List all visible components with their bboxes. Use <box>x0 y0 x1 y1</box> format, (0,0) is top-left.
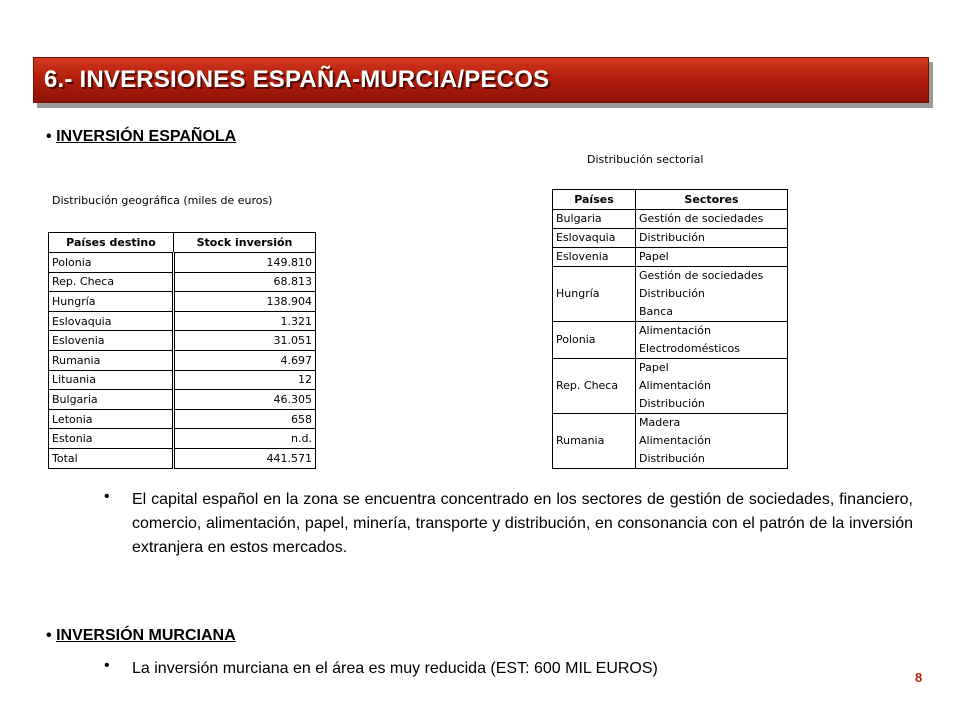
sector-item: Distribución <box>639 287 705 300</box>
table-row <box>553 210 788 229</box>
stock-cell: 68.813 <box>174 272 316 292</box>
table-row <box>49 390 316 410</box>
stock-cell: 1.321 <box>174 311 316 331</box>
sector-item: Distribución <box>639 231 705 244</box>
column-header: Países <box>553 190 636 210</box>
table-row <box>49 370 316 390</box>
page-number: 8 <box>915 670 923 685</box>
bullet: • <box>104 657 110 674</box>
sector-table-body <box>553 210 788 469</box>
paragraph-espanola: El capital español en la zona se encuentra concentrado en los sectores de gestión de sociedades, financiero, comercio, alimentación, papel, minería, transporte y distribución, en consonancia con el patrón de la inversión extranjera en estos mercados. <box>132 491 913 556</box>
stock-cell: 46.305 <box>174 390 316 410</box>
country-cell: Bulgaria <box>49 390 174 410</box>
sectors-cell <box>636 248 788 267</box>
table-header-row <box>49 233 316 253</box>
country-cell: Hungría <box>49 292 174 312</box>
sectors-cell <box>636 414 788 469</box>
column-header: Países destino <box>49 233 174 253</box>
stock-cell: 658 <box>174 409 316 429</box>
country-cell: Rep. Checa <box>49 272 174 292</box>
table-row <box>553 322 788 359</box>
slide-title: 6.- INVERSIONES ESPAÑA-MURCIA/PECOS <box>44 66 550 93</box>
sector-item: Madera <box>639 416 681 429</box>
sector-item: Distribución <box>639 452 705 465</box>
column-header: Stock inversión <box>174 233 316 253</box>
stock-cell: 31.051 <box>174 331 316 351</box>
title-bar <box>33 57 929 103</box>
section-heading-text: INVERSIÓN MURCIANA <box>56 627 236 644</box>
section-heading-murciana <box>46 627 236 645</box>
sectors-cell <box>636 229 788 248</box>
stock-cell: 12 <box>174 370 316 390</box>
stock-cell: n.d. <box>174 429 316 449</box>
table-row <box>553 229 788 248</box>
table-row <box>49 331 316 351</box>
table-row <box>49 350 316 370</box>
country-cell: Letonia <box>49 409 174 429</box>
table-row <box>553 248 788 267</box>
country-cell: Eslovaquia <box>553 229 636 248</box>
bullet: • <box>46 627 52 644</box>
stock-cell: 138.904 <box>174 292 316 312</box>
stock-cell: 441.571 <box>174 448 316 468</box>
country-cell: Polonia <box>553 322 636 359</box>
country-cell: Rumania <box>553 414 636 469</box>
table-row <box>49 448 316 468</box>
stock-cell: 4.697 <box>174 350 316 370</box>
table-row <box>49 311 316 331</box>
country-cell: Eslovenia <box>553 248 636 267</box>
table-row <box>49 272 316 292</box>
sector-item: Electrodomésticos <box>639 342 740 355</box>
sector-item: Papel <box>639 250 669 263</box>
sectors-cell <box>636 359 788 414</box>
table-row <box>49 429 316 449</box>
sector-item: Alimentación <box>639 324 711 337</box>
table-row <box>49 253 316 273</box>
country-cell: Eslovaquia <box>49 311 174 331</box>
sector-distribution-table <box>552 189 788 469</box>
section-heading-text: INVERSIÓN ESPAÑOLA <box>56 128 237 145</box>
sector-table-caption: Distribución sectorial <box>587 153 704 166</box>
sectors-cell <box>636 322 788 359</box>
sector-item: Gestión de sociedades <box>639 269 764 282</box>
country-cell: Hungría <box>553 267 636 322</box>
section-heading-espanola <box>46 128 236 146</box>
sector-item: Alimentación <box>639 379 711 392</box>
table-row <box>553 414 788 469</box>
country-cell: Eslovenia <box>49 331 174 351</box>
sectors-cell <box>636 210 788 229</box>
geo-table-caption: Distribución geográfica (miles de euros) <box>52 194 273 207</box>
bullet: • <box>46 128 52 145</box>
country-cell: Rep. Checa <box>553 359 636 414</box>
sector-item: Papel <box>639 361 669 374</box>
sectors-cell <box>636 267 788 322</box>
geo-table-body <box>49 253 316 469</box>
sector-item: Gestión de sociedades <box>639 212 764 225</box>
country-cell: Polonia <box>49 253 174 273</box>
bullet: • <box>104 488 110 505</box>
country-cell: Lituania <box>49 370 174 390</box>
table-row <box>553 267 788 322</box>
table-header-row <box>553 190 788 210</box>
geo-distribution-table <box>48 232 316 469</box>
sector-item: Distribución <box>639 397 705 410</box>
table-row <box>553 359 788 414</box>
column-header: Sectores <box>636 190 788 210</box>
stock-cell: 149.810 <box>174 253 316 273</box>
paragraph-murciana: La inversión murciana en el área es muy reducida (EST: 600 MIL EUROS) <box>132 660 658 677</box>
sector-item: Alimentación <box>639 434 711 447</box>
country-cell: Estonia <box>49 429 174 449</box>
country-cell: Total <box>49 448 174 468</box>
table-row <box>49 409 316 429</box>
table-row <box>49 292 316 312</box>
country-cell: Bulgaria <box>553 210 636 229</box>
country-cell: Rumania <box>49 350 174 370</box>
sector-item: Banca <box>639 305 674 318</box>
